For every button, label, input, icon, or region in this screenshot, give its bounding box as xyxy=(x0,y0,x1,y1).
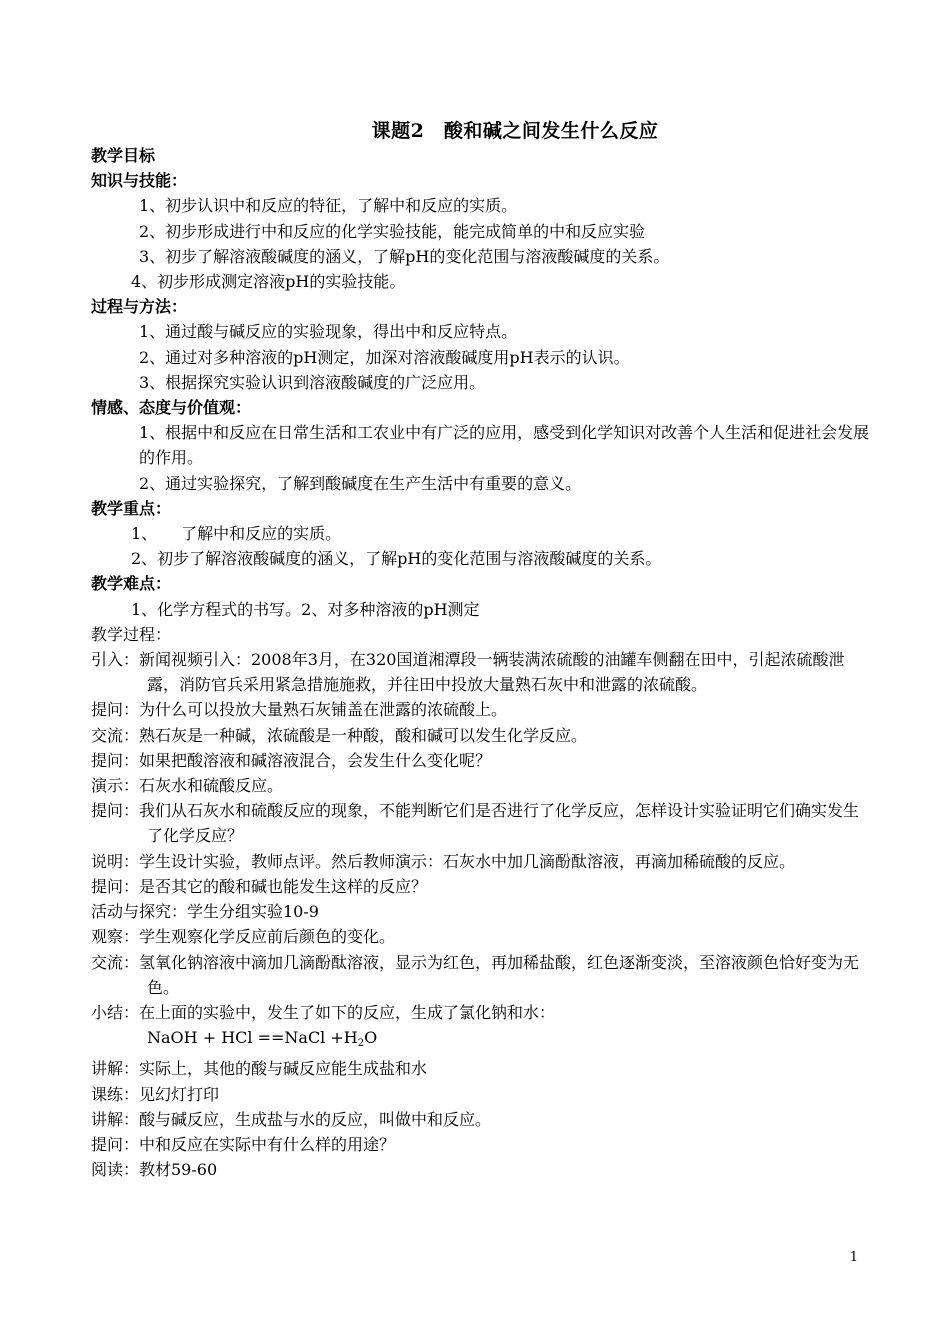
procedure-line: 提问：是否其它的酸和碱也能发生这样的反应？ xyxy=(91,876,428,896)
procedure-line: 讲解：酸与碱反应，生成盐与水的反应，叫做中和反应。 xyxy=(91,1109,492,1129)
procedure-line: 观察：学生观察化学反应前后颜色的变化。 xyxy=(91,927,396,947)
procedure-line: 演示：石灰水和硫酸反应。 xyxy=(91,776,284,796)
procedure-line: 阅读：教材59-60 xyxy=(91,1160,218,1180)
process-item: 3、根据探究实验认识到溶液酸碱度的广泛应用。 xyxy=(139,372,486,392)
procedure-line: 提问：为什么可以投放大量熟石灰铺盖在泄露的浓硫酸上。 xyxy=(91,700,508,720)
key-item: 2、初步了解溶液酸碱度的涵义，了解pH的变化范围与溶液酸碱度的关系。 xyxy=(131,549,662,569)
procedure-line: 说明：学生设计实验，教师点评。然后教师演示：石灰水中加几滴酚酞溶液，再滴加稀硫酸的反应。 xyxy=(91,851,796,871)
procedure-line: 讲解：实际上，其他的酸与碱反应能生成盐和水 xyxy=(91,1059,428,1079)
procedure-line: 活动与探究：学生分组实验10-9 xyxy=(91,902,319,922)
procedure-line: 提问：中和反应在实际中有什么样的用途？ xyxy=(91,1134,396,1154)
process-item: 1、通过酸与碱反应的实验现象，得出中和反应特点。 xyxy=(139,322,518,342)
equation-left: NaOH + HCl ==NaCl +H xyxy=(147,1028,358,1048)
chemical-equation xyxy=(91,1025,871,1056)
page-title: 课题2 酸和碱之间发生什么反应 xyxy=(371,120,659,142)
knowledge-item: 3、初步了解溶液酸碱度的涵义，了解pH的变化范围与溶液酸碱度的关系。 xyxy=(139,246,670,266)
procedure-line: 小结：在上面的实验中，发生了如下的反应，生成了氯化钠和水： xyxy=(91,1002,556,1022)
page-number: 1 xyxy=(849,1250,858,1265)
heading-procedure: 教学过程： xyxy=(91,624,172,644)
heading-emotion: 情感、态度与价值观： xyxy=(91,398,252,418)
equation-right: O xyxy=(364,1028,378,1048)
procedure-line: 交流：熟石灰是一种碱，浓硫酸是一种酸，酸和碱可以发生化学反应。 xyxy=(91,725,588,745)
key-item: 1、 了解中和反应的实质。 xyxy=(131,524,342,544)
heading-key-points: 教学重点： xyxy=(91,498,172,518)
procedure-line: 提问：如果把酸溶液和碱溶液混合，会发生什么变化呢？ xyxy=(91,750,492,770)
knowledge-item: 4、初步形成测定溶液pH的实验技能。 xyxy=(131,272,406,292)
procedure-line: 课练：见幻灯打印 xyxy=(91,1084,220,1104)
procedure-line: 提问：我们从石灰水和硫酸反应的现象，不能判断它们是否进行了化学反应，怎样设计实验证明它们确实发生了化学反应？ xyxy=(91,801,860,846)
difficult-item: 1、化学方程式的书写。2、对多种溶液的pH测定 xyxy=(131,599,480,619)
knowledge-item: 1、初步认识中和反应的特征，了解中和反应的实质。 xyxy=(139,196,518,216)
process-item: 2、通过对多种溶液的pH测定，加深对溶液酸碱度用pH表示的认识。 xyxy=(139,347,630,367)
procedure-line: 交流：氢氧化钠溶液中滴加几滴酚酞溶液，显示为红色，再加稀盐酸，红色逐渐变淡，至溶液颜色恰好变为无色。 xyxy=(91,952,860,997)
document-body xyxy=(91,143,871,1182)
knowledge-item: 2、初步形成进行中和反应的化学实验技能，能完成简单的中和反应实验 xyxy=(139,221,646,241)
emotion-item: 1、根据中和反应在日常生活和工农业中有广泛的应用，感受到化学知识对改善个人生活和促进社会发展的作用。 xyxy=(139,423,870,468)
heading-objectives: 教学目标 xyxy=(91,146,156,165)
heading-difficult-points: 教学难点： xyxy=(91,574,172,594)
emotion-item: 2、通过实验探究，了解到酸碱度在生产生活中有重要的意义。 xyxy=(139,473,582,493)
heading-process: 过程与方法： xyxy=(91,297,188,317)
heading-knowledge: 知识与技能： xyxy=(91,171,188,191)
equation-subscript: 2 xyxy=(357,1038,365,1050)
procedure-line: 引入：新闻视频引入：2008年3月，在320国道湘潭段一辆装满浓硫酸的油罐车侧翻在田中，引起浓硫酸泄露，消防官兵采用紧急措施施救，并往田中投放大量熟石灰中和泄露的浓硫酸。 xyxy=(91,650,845,695)
